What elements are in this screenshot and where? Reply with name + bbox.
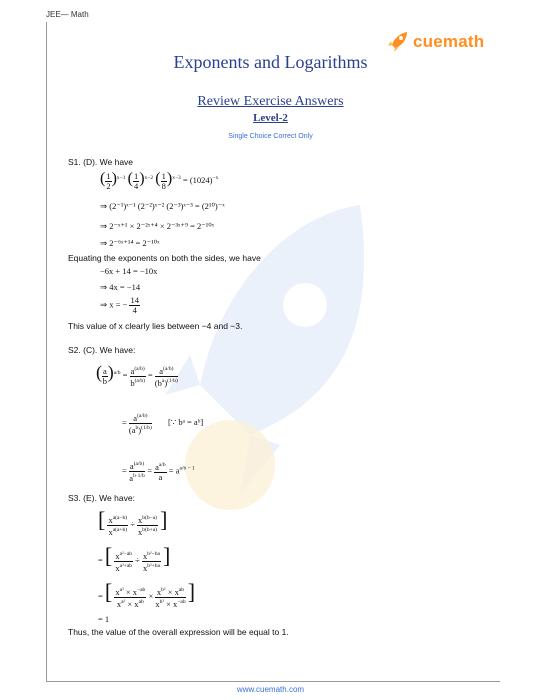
level-label: Level-2 [253,112,288,124]
footer-url[interactable]: www.cuemath.com [236,685,305,694]
s1-frac-num: 14 [130,295,139,305]
instruction-note: Single Choice Correct Only [228,133,313,140]
page-frame-bottom [46,681,500,682]
s3-equation-1: [ $\frac{x^{a(a-b)}}{x^{a(a+b)}}$ ÷ $\frac{x^{b(b-a)}}{x^{b(b+a)}}$ ] [98,507,168,537]
cuemath-logo [386,30,484,54]
s2-since-note: [∵ bᵃ = aᵇ] [167,417,204,428]
s2-equation-3: = $\frac{a^{(a/b)}}{a^{b\cdot 1/b}}$ = $\frac{a^{a/b}}{a}$ = $a^{a/b - 1}$ [122,460,195,483]
s1-line-6: ⇒ 4x = −14 [100,282,141,292]
s3-equation-2: = [ $\frac{x^{a^2-ab}}{x^{a^2+ab}}$ ÷ $\frac{x^{b^2-ba}}{x^{b^2+ba}}$ ] [98,543,171,573]
s2-heading: S2. (C). We have: [68,345,136,355]
s1-line-7-left: ⇒ x = − [100,299,128,310]
s2-equation-2: = $\frac{a^{(a/b)}}{(a^b)^{(1/b)}}$ [∵ bᵃ = aᵇ] [122,412,204,435]
s3-heading: S3. (E). We have: [68,493,135,503]
s1-conclusion: This value of x clearly lies between −4 and −3. [68,321,243,331]
section-subtitle: Review Exercise Answers [197,94,344,109]
s1-line-2: ⇒ (2⁻¹)ˣ⁻¹ (2⁻²)ˣ⁻² (2⁻³)ˣ⁻³ = (2¹⁰)⁻ˣ [100,201,225,211]
s1-line-3: ⇒ 2⁻ˣ⁺¹ × 2⁻²ˣ⁺⁴ × 2⁻³ˣ⁺⁹ = 2⁻¹⁰ˣ [100,221,215,231]
s1-line-7 [100,296,140,315]
s3-conclusion: Thus, the value of the overall expression will be equal to 1. [68,627,289,637]
s1-equating-text: Equating the exponents on both the sides, we have [68,253,261,263]
s3-result: = 1 [98,614,110,624]
s1-eq1-exp: −x [212,175,219,182]
s1-eq1-rhs: = (1024) [182,175,213,185]
s1-frac-den: 4 [132,305,137,315]
s3-equation-3: = [ $\frac{x^{a^2} \times x^{-ab}}{x^{a^2} \times x^{ab}}$ × $\frac{x^{b^2} \times x^{ab}}{x^{b^2} \times x^{-ab}}$ ] [98,579,196,609]
page-title: Exponents and Logarithms [173,52,368,72]
s2-equation-1: ( $\frac{a}{b}$ )$^{a/b}$ = $\frac{a^{(a/b)}}{b^{(a/b)}}$ = $\frac{a^{(a/b)}}{(b^a)^{(1/b)}}$ [96,362,178,388]
logo-text: cuemath [413,32,485,51]
header-tag: JEE— Math [46,10,89,19]
s1-line-4: ⇒ 2⁻⁶ˣ⁺¹⁴ = 2⁻¹⁰ˣ [100,238,160,248]
s1-line-5: −6x + 14 = −10x [100,266,158,276]
s1-equation-1: ( $\frac{1}{2}$ )$^{x-1}$ ( $\frac{1}{4}$ )$^{x-2}$ ( $\frac{1}{8}$ )$^{x-3} = (1024)^{-x}$ [100,170,219,191]
rocket-icon [386,30,410,54]
s1-heading: S1. (D). We have [68,157,134,167]
